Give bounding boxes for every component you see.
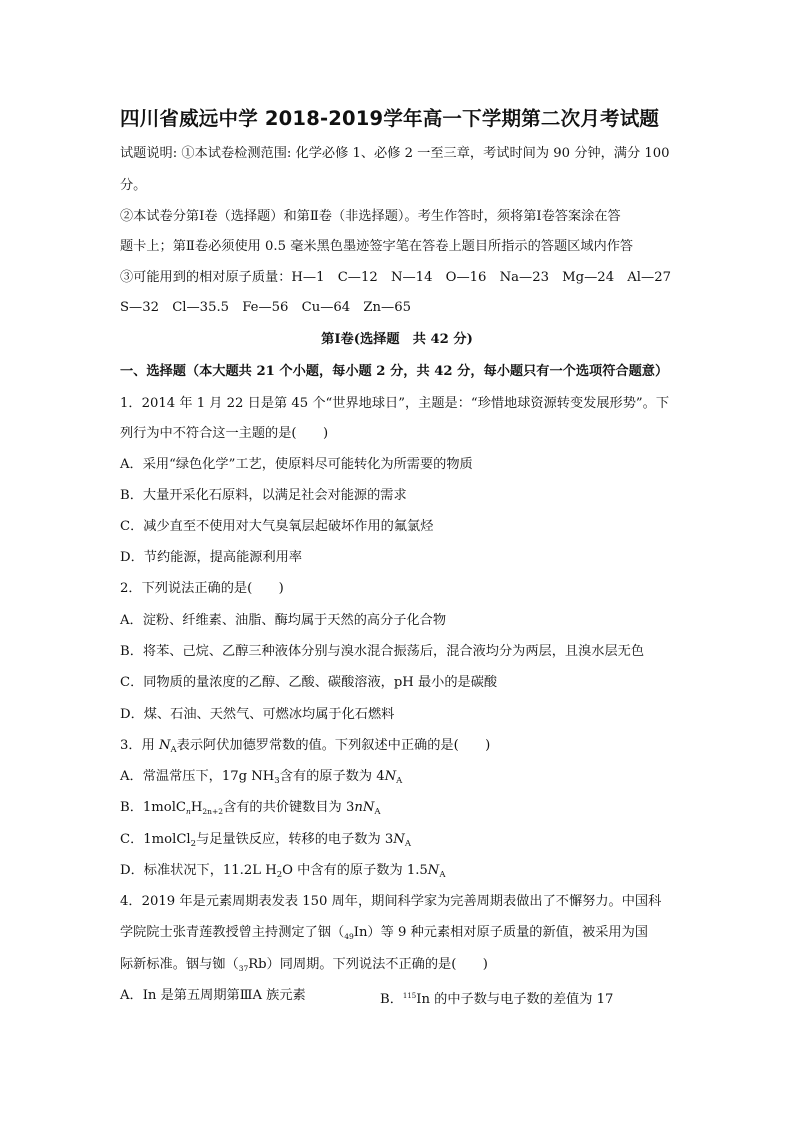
instruction-line-2: 分。 [120, 178, 147, 193]
instruction-line-4: 题卡上；第Ⅱ卷必须使用 0.5 毫米黑色墨迹签字笔在答卷上题目所指示的答题区域内作答 [120, 239, 634, 254]
q2-option-d: D．煤、石油、天然气、可燃冰均属于化石燃料 [120, 707, 395, 722]
q4-option-b: B．$^{115}$In 的中子数与电子数的差值为 17 [380, 992, 614, 1007]
q1-option-d: D．节约能源，提高能源利用率 [120, 550, 303, 565]
q1-option-c: C．减少直至不使用对大气臭氧层起破坏作用的氟氯烃 [120, 519, 434, 534]
instruction-line-1: 试题说明: ①本试卷检测范围: 化学必修 1、必修 2 一至三章，考试时间为 90 分钟，满分 100 [120, 146, 670, 161]
q3-stem: 3．用 $N_A$表示阿伏加德罗常数的值。下列叙述中正确的是( ) [120, 738, 491, 755]
q4-options-row [120, 987, 614, 1007]
q1-option-a: A．采用“绿色化学”工艺，使原料尽可能转化为所需要的物质 [120, 457, 473, 472]
q2-option-a: A．淀粉、纤维素、油脂、酶均属于天然的高分子化合物 [120, 613, 447, 628]
q1-option-b: B．大量开采化石原料，以满足社会对能源的需求 [120, 488, 407, 503]
q4-stem-line-3: 际新标准。铟与铷$(_{37}Rb)$同周期。下列说法不正确的是( ) [120, 957, 488, 973]
q3-option-a: A．常温常压下，17g $NH_3$含有的原子数为 $4N_A$ [120, 769, 403, 786]
q4-option-a: A．In 是第五周期第ⅢA 族元素 [120, 988, 306, 1003]
q2-option-c: C．同物质的量浓度的乙醇、乙酸、碳酸溶液，pH 最小的是碳酸 [120, 675, 498, 690]
q2-option-b: B．将苯、己烷、乙醇三种液体分别与溴水混合振荡后，混合液均分为两层，且溴水层无色 [120, 644, 644, 659]
q2-stem: 2．下列说法正确的是( ) [120, 581, 284, 596]
q3-option-d: D．标准状况下，11.2L $H_2O$ 中含有的原子数为 $1.5N_A$ [120, 863, 446, 880]
q1-stem-line-1: 1．2014 年 1 月 22 日是第 45 个“世界地球日”，主题是：“珍惜地球资源转变发展形势”。下 [120, 396, 670, 411]
instruction-line-3: ②本试卷分第Ⅰ卷（选择题）和第Ⅱ卷（非选择题）。考生作答时，须将第Ⅰ卷答案涂在答 [120, 209, 621, 224]
q3-option-b: B．$1molC_nH_{2n+2}$含有的共价键数目为 $3nN_A$ [120, 800, 381, 817]
section-heading: 一、选择题（本大题共 21 个小题，每小题 2 分，共 42 分，每小题只有一个选项符合题意） [120, 364, 669, 379]
q3-option-c: C．1molCl$_2$与足量铁反应，转移的电子数为 $3N_A$ [120, 832, 411, 849]
q4-stem-line-1: 4．2019 年是元素周期表发表 150 周年，期间科学家为完善周期表做出了不懈努力。中国科 [120, 894, 662, 909]
instruction-line-6: S—32 Cl—35.5 Fe—56 Cu—64 Zn—65 [120, 300, 411, 315]
page-title: 四川省威远中学 2018-2019学年高一下学期第二次月考试题 [120, 107, 660, 130]
instruction-line-5: ③可能用到的相对原子质量：H—1 C—12 N—14 O—16 Na—23 Mg—24 Al—27 [120, 270, 671, 285]
q1-stem-line-2: 列行为中不符合这一主题的是( ) [120, 426, 329, 441]
q4-stem-line-2: 学院院士张青莲教授曾主持测定了铟$(_{49}In)$等 9 种元素相对原子质量的新值，被采用为国 [120, 925, 648, 941]
volume-title: 第Ⅰ卷(选择题 共 42 分) [321, 332, 473, 347]
